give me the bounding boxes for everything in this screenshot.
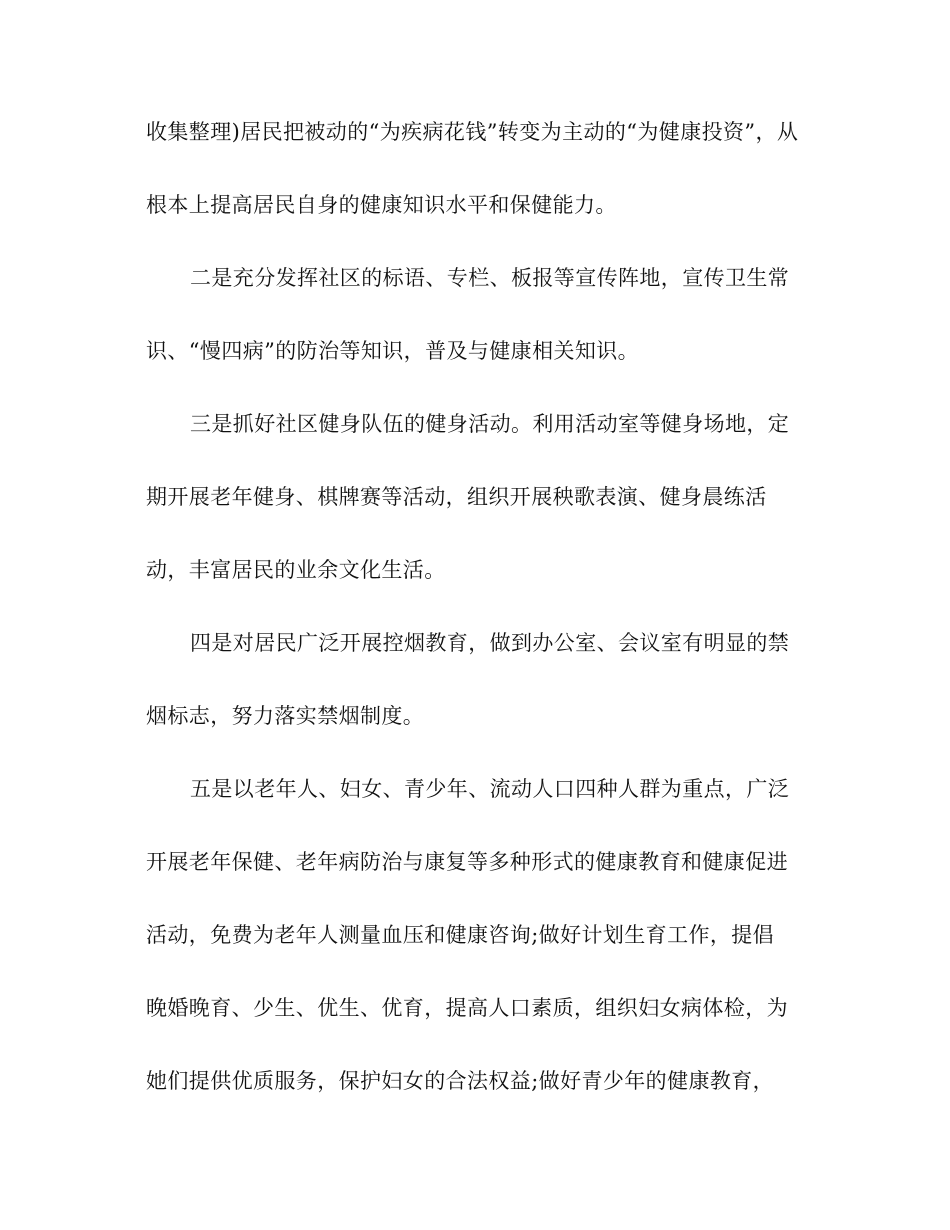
text-line: 开展老年保健、老年病防治与康复等多种形式的健康教育和健康促进 [146, 850, 788, 874]
text-line: 烟标志，努力落实禁烟制度。 [146, 704, 425, 728]
text-line: 动，丰富居民的业余文化生活。 [146, 558, 446, 582]
paragraph-2-start: 二是充分发挥社区的标语、专栏、板报等宣传阵地，宣传卫生常 [190, 266, 790, 290]
paragraph-3-start: 三是抓好社区健身队伍的健身活动。利用活动室等健身场地，定 [190, 412, 790, 436]
text-line: 活动，免费为老年人测量血压和健康咨询;做好计划生育工作，提倡 [146, 923, 775, 947]
text-line: 期开展老年健身、棋牌赛等活动，组织开展秧歌表演、健身晨练活 [146, 485, 767, 509]
paragraph-5-start: 五是以老年人、妇女、青少年、流动人口四种人群为重点，广泛 [190, 777, 790, 801]
text-line: 识、“慢四病”的防治等知识，普及与健康相关知识。 [146, 339, 640, 363]
text-line-continuation: 收集整理)居民把被动的“为疾病花钱”转变为主动的“为健康投资”，从 [146, 120, 799, 144]
text-line: 晚婚晚育、少生、优生、优育，提高人口素质，组织妇女病体检，为 [146, 996, 788, 1020]
paragraph-4-start: 四是对居民广泛开展控烟教育，做到办公室、会议室有明显的禁 [190, 631, 790, 655]
text-line: 她们提供优质服务，保护妇女的合法权益;做好青少年的健康教育， [146, 1069, 775, 1093]
text-line: 根本上提高居民自身的健康知识水平和保健能力。 [146, 193, 617, 217]
